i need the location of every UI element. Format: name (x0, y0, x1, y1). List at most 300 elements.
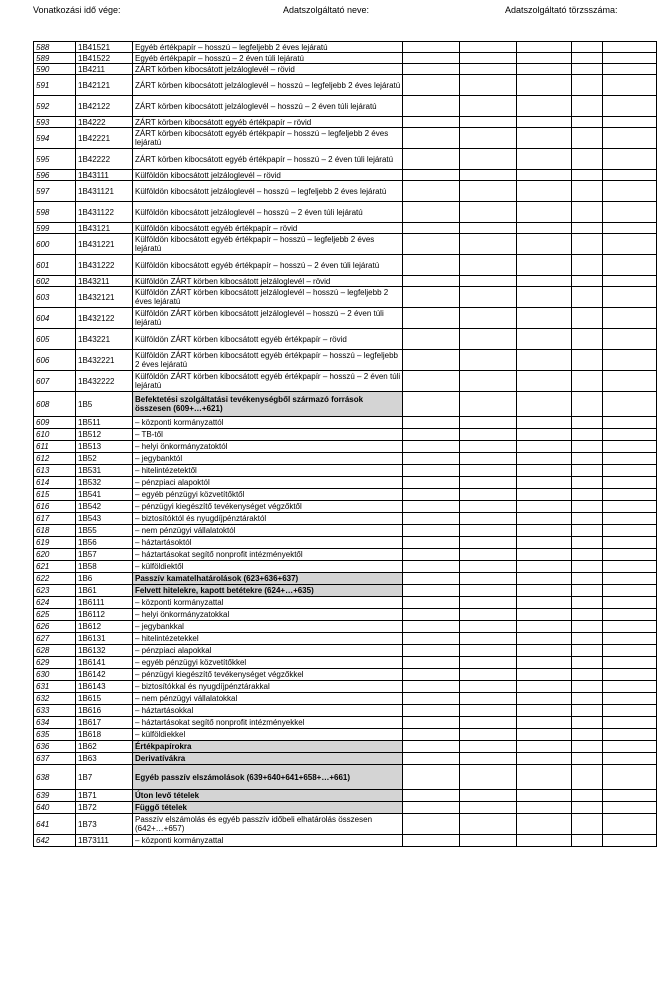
row-code: 1B432222 (76, 371, 133, 392)
value-cell (603, 717, 657, 729)
value-cell (403, 657, 460, 669)
row-number: 619 (34, 537, 76, 549)
table-row (34, 465, 657, 477)
row-description: – központi kormányzattól (133, 417, 403, 429)
row-description: Külföldön ZÁRT körben kibocsátott egyéb értékpapír – rövid (133, 329, 403, 350)
value-cell (517, 417, 572, 429)
row-description: – külföldiekkel (133, 729, 403, 741)
row-number: 591 (34, 75, 76, 96)
value-cell (603, 753, 657, 765)
value-cell (572, 371, 603, 392)
value-cell (460, 645, 517, 657)
value-cell (460, 537, 517, 549)
row-code: 1B617 (76, 717, 133, 729)
value-cell (517, 657, 572, 669)
row-description: ZÁRT körben kibocsátott egyéb értékpapír – hosszú – 2 éven túli lejáratú (133, 149, 403, 170)
value-cell (572, 489, 603, 501)
value-cell (572, 392, 603, 417)
table-row (34, 645, 657, 657)
value-cell (572, 705, 603, 717)
row-description: – központi kormányzattal (133, 597, 403, 609)
row-number: 618 (34, 525, 76, 537)
row-code: 1B432121 (76, 287, 133, 308)
value-cell (603, 170, 657, 181)
table-row (34, 287, 657, 308)
value-cell (403, 308, 460, 329)
table-row (34, 537, 657, 549)
value-cell (517, 223, 572, 234)
value-cell (603, 657, 657, 669)
value-cell (403, 597, 460, 609)
value-cell (517, 234, 572, 255)
row-number: 598 (34, 202, 76, 223)
row-description: – biztosítókkal és nyugdíjpénztárakkal (133, 681, 403, 693)
row-code: 1B58 (76, 561, 133, 573)
value-cell (572, 525, 603, 537)
value-cell (403, 329, 460, 350)
row-description: Külföldön ZÁRT körben kibocsátott jelzáloglevél – rövid (133, 276, 403, 287)
value-cell (572, 573, 603, 585)
value-cell (460, 350, 517, 371)
value-cell (603, 633, 657, 645)
row-description: – biztosítóktól és nyugdíjpénztáraktól (133, 513, 403, 525)
table-row (34, 573, 657, 585)
row-description: – egyéb pénzügyi közvetítőkkel (133, 657, 403, 669)
row-code: 1B6131 (76, 633, 133, 645)
value-cell (460, 657, 517, 669)
value-cell (460, 561, 517, 573)
row-code: 1B57 (76, 549, 133, 561)
table-row (34, 525, 657, 537)
value-cell (403, 441, 460, 453)
row-code: 1B6112 (76, 609, 133, 621)
value-cell (403, 669, 460, 681)
row-code: 1B542 (76, 501, 133, 513)
value-cell (460, 835, 517, 847)
value-cell (517, 465, 572, 477)
value-cell (403, 537, 460, 549)
table-row (34, 585, 657, 597)
value-cell (460, 255, 517, 276)
value-cell (517, 489, 572, 501)
value-cell (603, 96, 657, 117)
row-number: 631 (34, 681, 76, 693)
row-number: 601 (34, 255, 76, 276)
value-cell (517, 549, 572, 561)
row-description: Külföldön kibocsátott egyéb értékpapír – hosszú – legfeljebb 2 éves lejáratú (133, 234, 403, 255)
value-cell (517, 170, 572, 181)
value-cell (403, 465, 460, 477)
value-cell (403, 561, 460, 573)
value-cell (517, 202, 572, 223)
value-cell (603, 501, 657, 513)
row-number: 626 (34, 621, 76, 633)
value-cell (460, 633, 517, 645)
value-cell (603, 741, 657, 753)
row-description: – TB-től (133, 429, 403, 441)
row-code: 1B42121 (76, 75, 133, 96)
row-number: 630 (34, 669, 76, 681)
row-description: – nem pénzügyi vállalatoktól (133, 525, 403, 537)
row-code: 1B41521 (76, 42, 133, 53)
value-cell (517, 276, 572, 287)
value-cell (403, 287, 460, 308)
value-cell (517, 371, 572, 392)
row-description: – nem pénzügyi vállalatokkal (133, 693, 403, 705)
value-cell (603, 371, 657, 392)
row-code: 1B612 (76, 621, 133, 633)
value-cell (403, 501, 460, 513)
value-cell (517, 537, 572, 549)
value-cell (517, 441, 572, 453)
value-cell (403, 255, 460, 276)
value-cell (403, 75, 460, 96)
value-cell (403, 42, 460, 53)
table-row (34, 513, 657, 525)
row-code: 1B43121 (76, 223, 133, 234)
row-code: 1B513 (76, 441, 133, 453)
value-cell (517, 255, 572, 276)
table-row (34, 489, 657, 501)
row-code: 1B532 (76, 477, 133, 489)
value-cell (517, 501, 572, 513)
value-cell (603, 392, 657, 417)
value-cell (572, 465, 603, 477)
value-cell (603, 234, 657, 255)
row-number: 595 (34, 149, 76, 170)
row-code: 1B55 (76, 525, 133, 537)
value-cell (517, 392, 572, 417)
value-cell (460, 693, 517, 705)
value-cell (403, 609, 460, 621)
table-row (34, 417, 657, 429)
value-cell (403, 645, 460, 657)
value-cell (572, 441, 603, 453)
value-cell (603, 645, 657, 657)
row-number: 593 (34, 117, 76, 128)
table-row (34, 765, 657, 790)
value-cell (403, 513, 460, 525)
value-cell (460, 802, 517, 814)
row-code: 1B42122 (76, 96, 133, 117)
value-cell (517, 350, 572, 371)
table-row (34, 75, 657, 96)
value-cell (603, 202, 657, 223)
value-cell (572, 790, 603, 802)
row-number: 613 (34, 465, 76, 477)
value-cell (517, 53, 572, 64)
row-number: 617 (34, 513, 76, 525)
row-code: 1B72 (76, 802, 133, 814)
row-description: ZÁRT körben kibocsátott jelzáloglevél – hosszú – legfeljebb 2 éves lejáratú (133, 75, 403, 96)
table-row (34, 705, 657, 717)
value-cell (517, 181, 572, 202)
value-cell (403, 276, 460, 287)
value-cell (572, 753, 603, 765)
value-cell (460, 234, 517, 255)
row-description: – pénzpiaci alapoktól (133, 477, 403, 489)
row-description: – jegybankkal (133, 621, 403, 633)
row-code: 1B432221 (76, 350, 133, 371)
value-cell (572, 287, 603, 308)
value-cell (603, 525, 657, 537)
value-cell (460, 287, 517, 308)
value-cell (460, 170, 517, 181)
value-cell (460, 549, 517, 561)
value-cell (572, 170, 603, 181)
value-cell (517, 621, 572, 633)
row-number: 597 (34, 181, 76, 202)
value-cell (603, 53, 657, 64)
value-cell (403, 489, 460, 501)
value-cell (460, 597, 517, 609)
value-cell (403, 633, 460, 645)
value-cell (460, 513, 517, 525)
table-row (34, 561, 657, 573)
row-description: Külföldön ZÁRT körben kibocsátott jelzáloglevél – hosszú – legfeljebb 2 éves lejáratú (133, 287, 403, 308)
value-cell (403, 621, 460, 633)
value-cell (460, 329, 517, 350)
row-description: – pénzpiaci alapokkal (133, 645, 403, 657)
value-cell (603, 417, 657, 429)
value-cell (403, 371, 460, 392)
row-description: – egyéb pénzügyi közvetítőktől (133, 489, 403, 501)
value-cell (572, 609, 603, 621)
row-code: 1B615 (76, 693, 133, 705)
value-cell (460, 621, 517, 633)
value-cell (517, 705, 572, 717)
value-cell (517, 693, 572, 705)
value-cell (603, 729, 657, 741)
table-row (34, 753, 657, 765)
value-cell (403, 525, 460, 537)
row-number: 625 (34, 609, 76, 621)
table-row (34, 128, 657, 149)
value-cell (517, 149, 572, 170)
row-number: 640 (34, 802, 76, 814)
value-cell (517, 42, 572, 53)
row-code: 1B63 (76, 753, 133, 765)
value-cell (460, 64, 517, 75)
row-description: – külföldiektől (133, 561, 403, 573)
value-cell (603, 42, 657, 53)
value-cell (572, 117, 603, 128)
value-cell (460, 181, 517, 202)
row-number: 605 (34, 329, 76, 350)
value-cell (572, 417, 603, 429)
row-code: 1B616 (76, 705, 133, 717)
value-cell (460, 705, 517, 717)
row-code: 1B541 (76, 489, 133, 501)
value-cell (517, 477, 572, 489)
value-cell (460, 681, 517, 693)
table-row (34, 729, 657, 741)
row-number: 638 (34, 765, 76, 790)
value-cell (517, 96, 572, 117)
row-number: 594 (34, 128, 76, 149)
row-code: 1B73 (76, 814, 133, 835)
row-description: – pénzügyi kiegészítő tevékenységet végzőktől (133, 501, 403, 513)
value-cell (517, 753, 572, 765)
value-cell (460, 814, 517, 835)
table-row (34, 790, 657, 802)
table-row (34, 96, 657, 117)
value-cell (572, 814, 603, 835)
table-row (34, 501, 657, 513)
value-cell (460, 477, 517, 489)
table-row (34, 170, 657, 181)
table-row (34, 276, 657, 287)
table-row (34, 42, 657, 53)
row-description: – helyi önkormányzatoktól (133, 441, 403, 453)
table-row (34, 693, 657, 705)
row-code: 1B543 (76, 513, 133, 525)
value-cell (460, 371, 517, 392)
row-code: 1B71 (76, 790, 133, 802)
value-cell (603, 128, 657, 149)
value-cell (603, 549, 657, 561)
row-number: 622 (34, 573, 76, 585)
table-row (34, 453, 657, 465)
row-number: 636 (34, 741, 76, 753)
value-cell (403, 705, 460, 717)
row-description: – helyi önkormányzatokkal (133, 609, 403, 621)
value-cell (460, 765, 517, 790)
value-cell (403, 477, 460, 489)
value-cell (572, 561, 603, 573)
value-cell (603, 329, 657, 350)
row-number: 606 (34, 350, 76, 371)
value-cell (572, 681, 603, 693)
row-code: 1B431221 (76, 234, 133, 255)
value-cell (517, 525, 572, 537)
table-row (34, 371, 657, 392)
value-cell (517, 329, 572, 350)
value-cell (517, 561, 572, 573)
value-cell (460, 202, 517, 223)
value-cell (403, 549, 460, 561)
reference-date-label: Vonatkozási idő vége: (33, 5, 121, 15)
row-description: – központi kormányzattal (133, 835, 403, 847)
value-cell (572, 657, 603, 669)
row-code: 1B73111 (76, 835, 133, 847)
row-description: ZÁRT körben kibocsátott jelzáloglevél – hosszú – 2 éven túli lejáratú (133, 96, 403, 117)
row-description: Külföldön kibocsátott jelzáloglevél – hosszú – legfeljebb 2 éves lejáratú (133, 181, 403, 202)
value-cell (603, 597, 657, 609)
value-cell (572, 477, 603, 489)
row-description: Külföldön ZÁRT körben kibocsátott egyéb értékpapír – hosszú – 2 éven túli lejáratú (133, 371, 403, 392)
row-code: 1B6141 (76, 657, 133, 669)
value-cell (603, 117, 657, 128)
row-number: 608 (34, 392, 76, 417)
row-code: 1B431222 (76, 255, 133, 276)
value-cell (603, 681, 657, 693)
value-cell (572, 42, 603, 53)
value-cell (460, 75, 517, 96)
value-cell (460, 223, 517, 234)
data-table (33, 41, 657, 847)
value-cell (460, 741, 517, 753)
row-code: 1B7 (76, 765, 133, 790)
row-code: 1B56 (76, 537, 133, 549)
value-cell (460, 573, 517, 585)
value-cell (572, 453, 603, 465)
value-cell (403, 392, 460, 417)
table-row (34, 53, 657, 64)
value-cell (403, 53, 460, 64)
value-cell (517, 308, 572, 329)
row-description: Passzív elszámolás és egyéb passzív időbeli elhatárolás összesen (642+…+657) (133, 814, 403, 835)
value-cell (403, 149, 460, 170)
value-cell (460, 53, 517, 64)
table-row (34, 814, 657, 835)
row-description: Külföldön kibocsátott egyéb értékpapír – rövid (133, 223, 403, 234)
provider-id-label: Adatszolgáltató törzsszáma: (505, 5, 618, 15)
value-cell (403, 96, 460, 117)
value-cell (517, 117, 572, 128)
table-row (34, 609, 657, 621)
value-cell (517, 765, 572, 790)
table-row (34, 181, 657, 202)
value-cell (572, 255, 603, 276)
table-row (34, 681, 657, 693)
row-number: 603 (34, 287, 76, 308)
value-cell (460, 790, 517, 802)
row-description: – háztartásokkal (133, 705, 403, 717)
value-cell (460, 489, 517, 501)
value-cell (572, 835, 603, 847)
value-cell (572, 693, 603, 705)
row-description: ZÁRT körben kibocsátott egyéb értékpapír – hosszú – legfeljebb 2 éves lejáratú (133, 128, 403, 149)
row-number: 633 (34, 705, 76, 717)
value-cell (603, 609, 657, 621)
value-cell (517, 835, 572, 847)
table-row (34, 597, 657, 609)
value-cell (517, 453, 572, 465)
value-cell (603, 149, 657, 170)
value-cell (603, 276, 657, 287)
row-code: 1B42221 (76, 128, 133, 149)
value-cell (603, 75, 657, 96)
row-description: Értékpapírokra (133, 741, 403, 753)
value-cell (572, 308, 603, 329)
value-cell (603, 181, 657, 202)
row-number: 602 (34, 276, 76, 287)
value-cell (603, 537, 657, 549)
table-row (34, 717, 657, 729)
row-number: 616 (34, 501, 76, 513)
row-number: 637 (34, 753, 76, 765)
row-code: 1B42222 (76, 149, 133, 170)
row-description: Külföldön kibocsátott jelzáloglevél – rövid (133, 170, 403, 181)
row-code: 1B6142 (76, 669, 133, 681)
value-cell (517, 585, 572, 597)
row-number: 615 (34, 489, 76, 501)
row-number: 627 (34, 633, 76, 645)
row-number: 632 (34, 693, 76, 705)
table-row (34, 441, 657, 453)
row-description: – háztartásokat segítő nonprofit intézményektől (133, 549, 403, 561)
value-cell (403, 350, 460, 371)
row-description: Derivatívákra (133, 753, 403, 765)
value-cell (603, 585, 657, 597)
row-code: 1B6 (76, 573, 133, 585)
row-number: 609 (34, 417, 76, 429)
table-row (34, 669, 657, 681)
value-cell (460, 149, 517, 170)
value-cell (517, 681, 572, 693)
value-cell (572, 765, 603, 790)
